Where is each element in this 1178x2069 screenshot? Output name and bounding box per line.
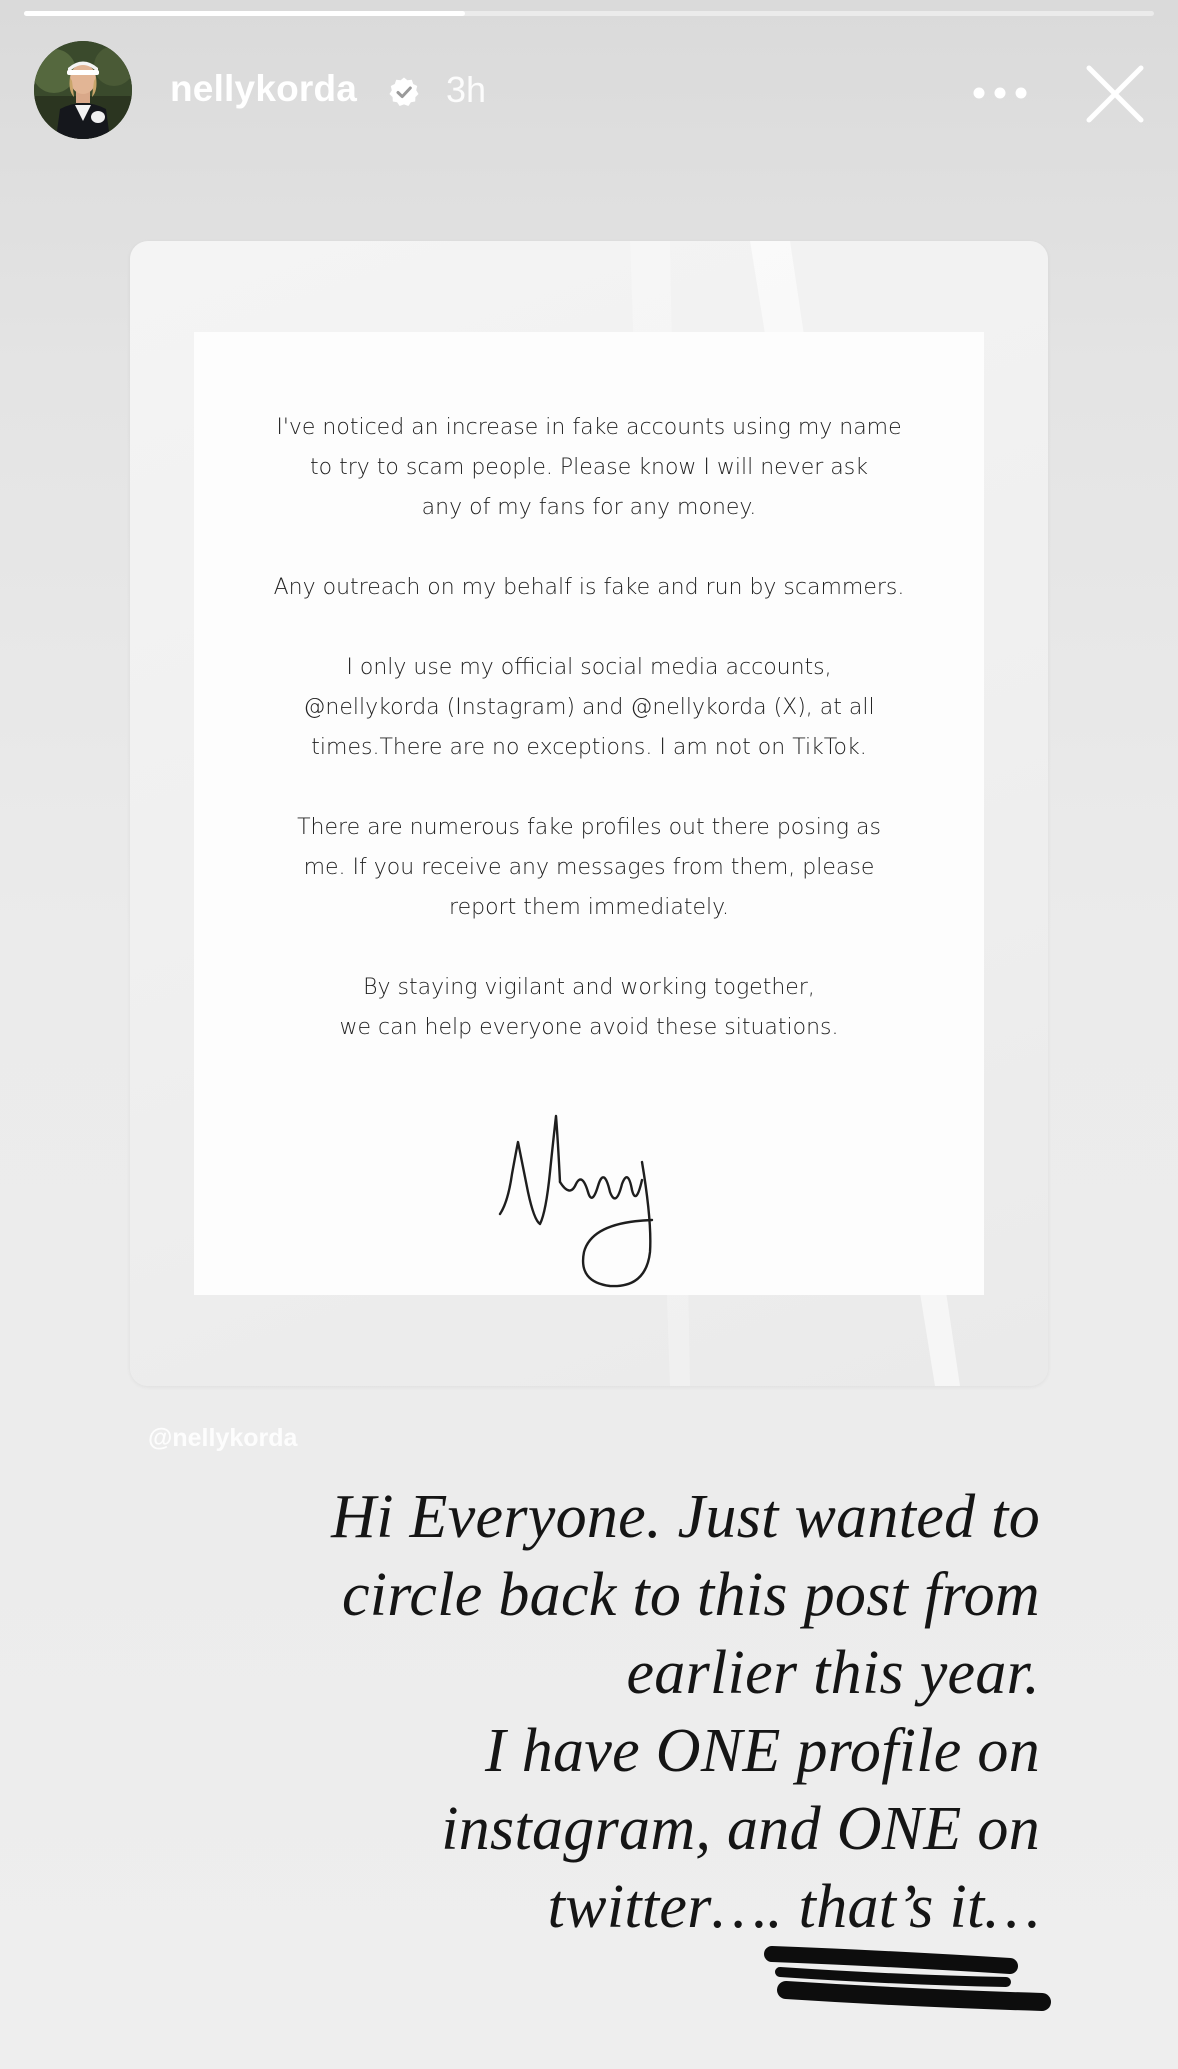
story-progress-bar [24, 11, 1154, 16]
caption-line: twitter…. that’s it… [547, 1873, 1040, 1941]
letter-paragraph: There are numerous fake profiles out there posing as me. If you receive any messages from them, please report them immediately. [297, 815, 881, 920]
letter-paragraph: Any outreach on my behalf is fake and run by scammers. [273, 575, 905, 600]
caption-line: instagram, and ONE on [441, 1795, 1040, 1863]
letter-text [194, 408, 984, 1088]
reshared-post-card[interactable] [130, 241, 1048, 1386]
caption-line: circle back to this post from [341, 1561, 1040, 1629]
letter-paragraph: By staying vigilant and working together, we can help everyone avoid these situations. [339, 975, 839, 1040]
avatar-photo [34, 41, 132, 139]
close-button[interactable] [1083, 62, 1147, 126]
username[interactable]: nellykorda [170, 68, 358, 109]
story-caption [150, 1478, 1040, 1946]
post-time: 3h [446, 69, 487, 110]
letter-paragraph: I've noticed an increase in fake accounts using my name to try to scam people. Please know I will never ask any of my fans for any money. [276, 415, 902, 520]
caption-line: earlier this year. [626, 1639, 1040, 1707]
more-horizontal-icon [974, 88, 1027, 99]
handwritten-signature [492, 1102, 692, 1292]
letter-image [194, 332, 984, 1295]
avatar[interactable] [34, 41, 132, 139]
post-source-tag[interactable]: @nellykorda [148, 1424, 298, 1452]
drawn-underline-marks [760, 1944, 1060, 2014]
close-icon [1089, 68, 1141, 120]
caption-line: I have ONE profile on [484, 1717, 1040, 1785]
verified-badge-icon [388, 76, 420, 108]
caption-line: Hi Everyone. Just wanted to [331, 1483, 1040, 1551]
story-progress-fill [24, 11, 465, 16]
letter-paragraph: I only use my official social media accounts, @nellykorda (Instagram) and @nellykorda (X), at all times.There are no exceptions. I am not on TikTok. [303, 655, 875, 760]
more-options-button[interactable] [965, 70, 1035, 116]
